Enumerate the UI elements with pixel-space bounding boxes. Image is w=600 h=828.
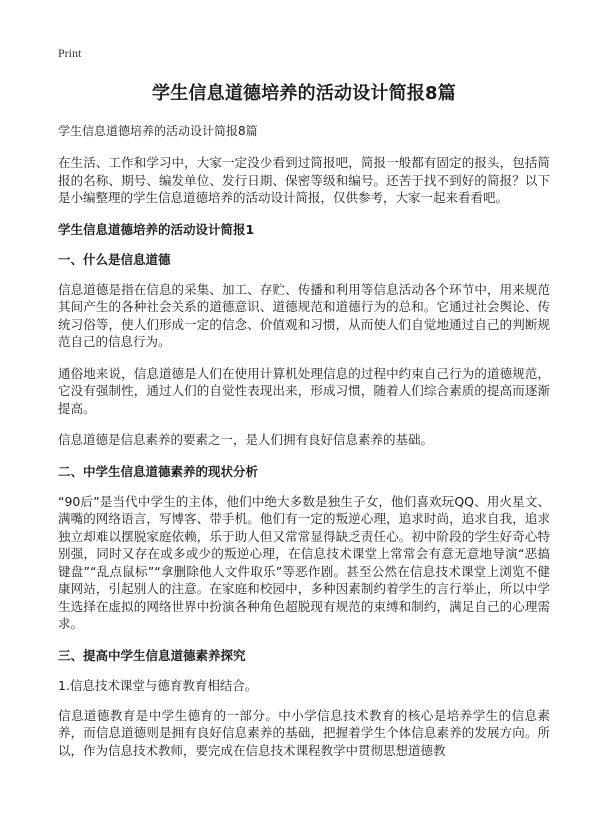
article-1-title: 学生信息道德培养的活动设计简报1 bbox=[58, 221, 255, 237]
section-1-paragraph-3: 信息道德是信息素养的要素之一，是人们拥有良好信息素养的基础。 bbox=[58, 432, 434, 447]
section-1-paragraph-1: 信息道德是指在信息的采集、加工、存贮、传播和利用等信息活动各个环节中，用来规范其间产生的各种社会关系的道德意识、道德规范和道德行为的总和。它通过社会舆论、传统习俗等，使人们形成一定的信念、价值观和习惯，从而使人们自觉地通过自己的判断规范自己的信息行为。 bbox=[58, 281, 550, 349]
print-link[interactable]: Print bbox=[58, 46, 82, 60]
document-subtitle: 学生信息道德培养的活动设计简报8篇 bbox=[58, 124, 258, 138]
section-3-heading: 三、提高中学生信息道德素养探究 bbox=[58, 647, 246, 663]
section-3-paragraph-1: 信息道德教育是中学生德育的一部分。中小学信息技术教育的核心是培养学生的信息素养，而信息道德则是拥有良好信息素养的基础，把握着学生个体信息素养的发展方向。所以，作为信息技术教师，要完成在信息技术课程教学中贯彻思想道德教 bbox=[58, 707, 550, 758]
section-2-paragraph-1: “90后”是当代中学生的主体，他们中绝大多数是独生子女，他们喜欢玩QQ、用火星文、满嘴的网络语言，写博客、带手机。他们有一定的叛逆心理，追求时尚，追求自我，追求独立却难以摆脱家庭依赖，乐于助人但又常常显得缺乏责任心。初中阶段的学生好奇心特别强，同时又存在或多或少的叛逆心理，在信息技术课堂上常常会有意无意地导演“恶搞键盘”“乱点鼠标”“拿删除他人文件取乐”等恶作剧。甚至公然在信息技术课堂上浏览不健康网站，引起别人的注意。在家庭和校园中，多种因素制约着学生的言行举止，所以中学生选择在虚拟的网络世界中扮演各种角色超脱现有规范的束缚和制约，满足自己的心理需求。 bbox=[58, 493, 550, 631]
document-title: 学生信息道德培养的活动设计简报8篇 bbox=[152, 83, 456, 104]
section-1-heading: 一、什么是信息道德 bbox=[58, 251, 171, 267]
intro-paragraph: 在生活、工作和学习中，大家一定没少看到过简报吧，简报一般都有固定的报头，包括简报的名称、期号、编发单位、发行日期、保密等级和编号。还苦于找不到好的简报？以下是小编整理的学生信息道德培养的活动设计简报，仅供参考，大家一起来看看吧。 bbox=[58, 155, 550, 205]
section-2-heading: 二、中学生信息道德素养的现状分析 bbox=[58, 463, 259, 479]
section-3-item-1-heading: 1.信息技术课堂与德育教育相结合。 bbox=[58, 677, 258, 693]
section-1-paragraph-2: 通俗地来说，信息道德是人们在使用计算机处理信息的过程中约束自己行为的道德规范，它没有强制性，通过人们的自觉性表现出来，形成习惯，随着人们综合素质的提高而逐渐提高。 bbox=[58, 365, 550, 416]
